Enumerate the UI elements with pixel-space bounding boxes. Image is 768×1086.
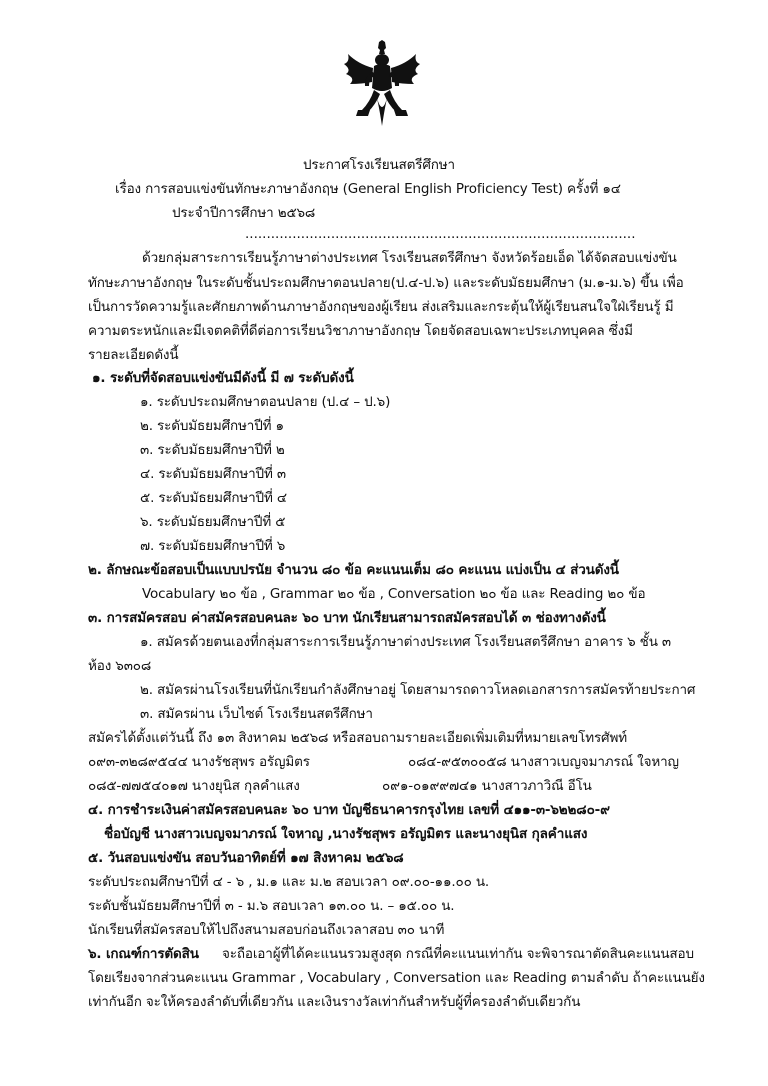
level-item: ๑. ระดับประถมศึกษาตอนปลาย (ป.๔ – ป.๖) [140,394,391,410]
apply-option-1-continued: ห้อง ๖๓๐๘ [88,658,152,674]
garuda-emblem-icon [332,40,432,128]
intro-line-2: ทักษะภาษาอังกฤษ ในระดับชั้นประถมศึกษาตอนปลาย(ป.๔-ป.๖) และระดับมัธยมศึกษา (ม.๑-ม.๖) ขึ้น เพื่อ [88,275,684,291]
exam-time-2: ระดับชั้นมัธยมศึกษาปีที่ ๓ - ม.๖ สอบเวลา ๑๓.๐๐ น. – ๑๕.๐๐ น. [88,898,455,914]
intro-line-4: ความตระหนักและมีเจตคติที่ดีต่อการเรียนวิชาภาษาอังกฤษ โดยจัดสอบเฉพาะประเภทบุคคล ซึ่งมี [88,323,633,339]
announcement-title: ประกาศโรงเรียนสตรีศึกษา [303,157,455,173]
level-item: ๖. ระดับมัธยมศึกษาปีที่ ๕ [140,514,286,530]
section-1-heading: ๑. ระดับที่จัดสอบแข่งขันมีดังนี้ มี ๗ ระดับดังนี้ [92,370,354,386]
section-5-heading: ๕. วันสอบแข่งขัน สอบวันอาทิตย์ที่ ๑๗ สิงหาคม ๒๕๖๘ [88,850,404,866]
level-item: ๔. ระดับมัธยมศึกษาปีที่ ๓ [140,466,286,482]
section-6-heading: ๖. เกณฑ์การตัดสิน [88,946,199,962]
judging-criteria-continued: โดยเรียงจากส่วนคะแนน Grammar , Vocabulary , Conversation และ Reading ตามลำดับ ถ้าคะแนนยัง [88,970,705,986]
subject-line: เรื่อง การสอบแข่งขันทักษะภาษาอังกฤษ (General English Proficiency Test) ครั้งที่ ๑๔ [115,181,621,197]
contact-entry: ๐๙๓-๓๒๘๙๕๔๔ นางรัชสุพร อรัญมิตร [88,754,310,770]
apply-option-3: ๓. สมัครผ่าน เว็บไซต์ โรงเรียนสตรีศึกษา [140,706,373,722]
apply-option-1: ๑. สมัครด้วยตนเองที่กลุ่มสาระการเรียนรู้ภาษาต่างประเทศ โรงเรียนสตรีศึกษา อาคาร ๖ ชั้น ๓ [140,634,671,650]
intro-line-1: ด้วยกลุ่มสาระการเรียนรู้ภาษาต่างประเทศ โรงเรียนสตรีศึกษา จังหวัดร้อยเอ็ด ได้จัดสอบแข่งขัน [142,250,677,266]
bank-account-name: ชื่อบัญชี นางสาวเบญจมาภรณ์ ใจหาญ ,นางรัชสุพร อรัญมิตร และนางยุนิส กุลคำแสง [104,826,588,842]
section-3-heading: ๓. การสมัครสอบ ค่าสมัครสอบคนละ ๖๐ บาท นักเรียนสามารถสมัครสอบได้ ๓ ช่องทางดังนี้ [88,610,606,626]
arrival-note: นักเรียนที่สมัครสอบให้ไปถึงสนามสอบก่อนถึงเวลาสอบ ๓๐ นาที [88,922,445,938]
level-item: ๒. ระดับมัธยมศึกษาปีที่ ๑ [140,418,284,434]
intro-line-5: รายละเอียดดังนี้ [88,347,179,363]
contact-entry: ๐๘๔-๙๕๓๐๐๕๘ นางสาวเบญจมาภรณ์ ใจหาญ [408,754,679,770]
section-2-heading: ๒. ลักษณะข้อสอบเป็นแบบปรนัย จำนวน ๘๐ ข้อ คะแนนเต็ม ๘๐ คะแนน แบ่งเป็น ๔ ส่วนดังนี้ [88,562,619,578]
section-2-detail: Vocabulary ๒๐ ข้อ , Grammar ๒๐ ข้อ , Conversation ๒๐ ข้อ และ Reading ๒๐ ข้อ [142,586,646,602]
judging-criteria: จะถือเอาผู้ที่ได้คะแนนรวมสูงสุด กรณีที่คะแนนเท่ากัน จะพิจารณาตัดสินคะแนนสอบ [222,946,694,962]
application-period: สมัครได้ตั้งแต่วันนี้ ถึง ๑๓ สิงหาคม ๒๕๖๘ หรือสอบถามรายละเอียดเพิ่มเติมที่หมายเลขโทรศัพท์ [88,730,627,746]
separator-dots: ........................................................................................... [245,226,636,242]
apply-option-2: ๒. สมัครผ่านโรงเรียนที่นักเรียนกำลังศึกษาอยู่ โดยสามารถดาวโหลดเอกสารการสมัครท้ายประกาศ [140,682,696,698]
contact-entry: ๐๙๑-๐๑๙๙๗๔๑ นางสาวภาวิณี อีโน [382,778,592,794]
intro-line-3: เป็นการวัดความรู้และศักยภาพด้านภาษาอังกฤษของผู้เรียน ส่งเสริมและกระตุ้นให้ผู้เรียนสนใจใฝ่เรียนรู้ มี [88,299,674,315]
level-item: ๓. ระดับมัธยมศึกษาปีที่ ๒ [140,442,285,458]
exam-time-1: ระดับประถมศึกษาปีที่ ๔ - ๖ , ม.๑ และ ม.๒ สอบเวลา ๐๙.๐๐-๑๑.๐๐ น. [88,874,490,890]
level-item: ๕. ระดับมัธยมศึกษาปีที่ ๔ [140,490,287,506]
subject-line-continued: ประจำปีการศึกษา ๒๕๖๘ [172,205,316,221]
judging-criteria-continued: เท่ากันอีก จะให้ครองลำดับที่เดียวกัน และเงินรางวัลเท่ากันสำหรับผู้ที่ครองลำดับเดียวกัน [88,994,581,1010]
level-item: ๗. ระดับมัธยมศึกษาปีที่ ๖ [140,538,286,554]
contact-entry: ๐๘๕-๗๗๕๔๐๑๗ นางยุนิส กุลคำแสง [88,778,300,794]
section-4-heading: ๔. การชำระเงินค่าสมัครสอบคนละ ๖๐ บาท บัญชีธนาคารกรุงไทย เลขที่ ๔๑๑-๓-๖๒๒๘๐-๙ [88,802,610,818]
